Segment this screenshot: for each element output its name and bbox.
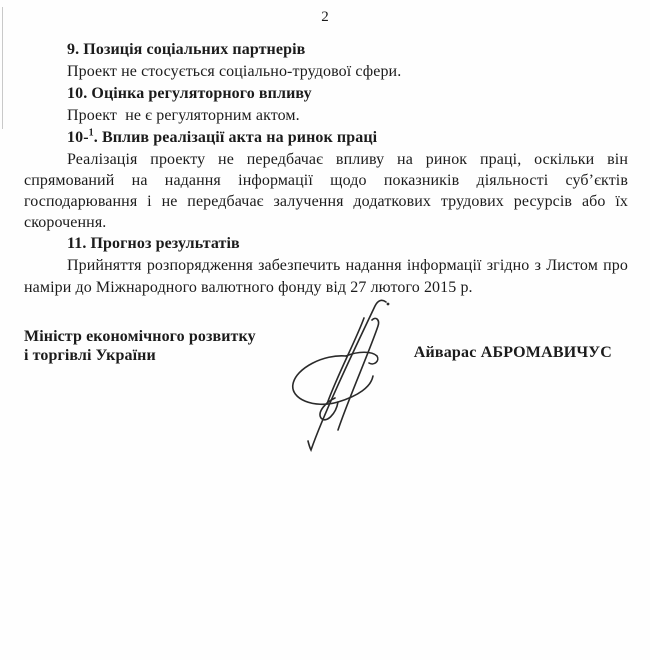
signer-name: Айварас АБРОМАВИЧУС: [413, 344, 612, 361]
scan-artifact-line: [2, 7, 3, 129]
heading-superscript: 1: [88, 127, 94, 139]
page-number: 2: [321, 9, 329, 25]
section-paragraph-11: Прийняття розпорядження забезпечить надання інформації згідно з Листом про наміри до Міжнародного валютного фонду від 27 лютого 2015 р.: [24, 257, 628, 296]
minister-title-line1: Міністр економічного розвитку: [24, 328, 256, 345]
section-paragraph-9: Проект не стосується соціально-трудової сфери.: [67, 63, 402, 80]
heading-prefix: 10-: [67, 129, 89, 146]
handwritten-signature-icon: [280, 292, 400, 452]
section-heading-11: 11. Прогноз результатів: [67, 235, 240, 252]
section-paragraph-10-1: Реалізація проекту не передбачає впливу на ринок праці, оскільки він спрямований на надання інформації щодо показників діяльності суб’єктів господарювання і не передбачає залучення додаткових трудових ресурсів або їх скорочення.: [24, 151, 628, 231]
section-heading-10: 10. Оцінка регуляторного впливу: [67, 85, 312, 102]
heading-text: . Вплив реалізації акта на ринок праці: [93, 129, 378, 146]
section-heading-10-1: [24, 127, 628, 149]
minister-title: [24, 327, 256, 365]
minister-title-line2: і торгівлі України: [24, 347, 156, 364]
section-paragraph-10: Проект не є регуляторним актом.: [67, 107, 300, 124]
section-heading-9: 9. Позиція соціальних партнерів: [67, 41, 306, 58]
